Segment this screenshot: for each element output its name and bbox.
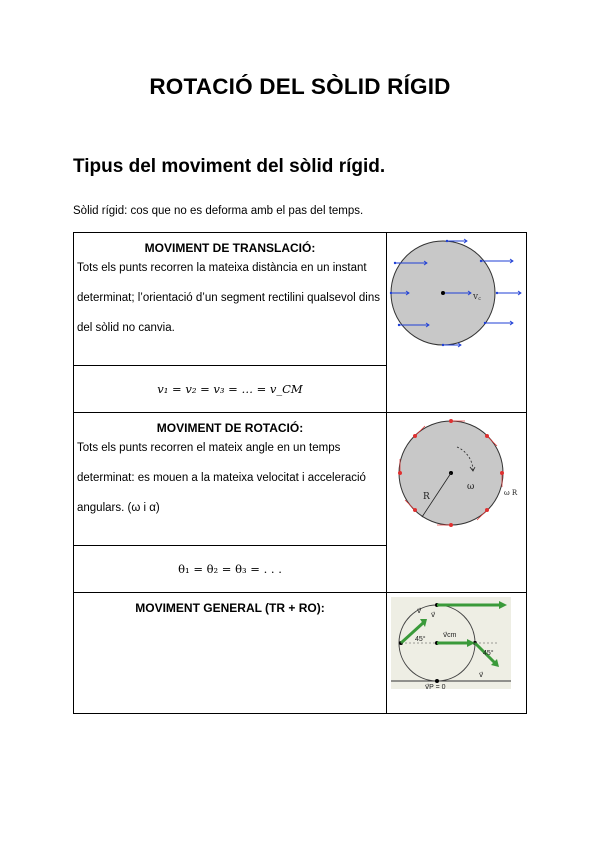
velocity-label-right: v⃗ (479, 672, 484, 679)
translation-formula-cell (74, 366, 387, 413)
contact-point-label: v⃗P = 0 (425, 684, 446, 691)
rotation-heading: MOVIMENT DE ROTACIÓ: (156, 421, 304, 435)
rotation-disk-figure (387, 413, 526, 591)
rotation-formula-cell (74, 546, 387, 593)
general-heading: MOVIMENT GENERAL (TR + RO): (135, 601, 325, 615)
rotation-formula: θ₁ = θ₂ = θ₃ = . . . (178, 562, 282, 576)
velocity-label-left: v⃗ (417, 608, 422, 615)
translation-formula: v₁ = v₂ = v₃ = … = v_CM (157, 382, 303, 396)
section-heading: Tipus del moviment del sòlid rígid. (73, 156, 386, 177)
rotation-figure-cell (387, 413, 527, 593)
rotation-text: Tots els punts recorren el mateix angle en un temps determinat: es mouen a la mateixa velocitat i acceleració angulars. (ω i α) (77, 442, 366, 514)
general-figure-cell (387, 593, 527, 714)
angle-label-right: 45° (483, 650, 494, 657)
velocity-label-top: v⃗ (431, 612, 436, 619)
cm-velocity-label: v꜀ (473, 292, 482, 302)
velocity-label-cm: v⃗cm (443, 632, 457, 639)
intro-text: Sòlid rígid: cos que no es deforma amb el pas del temps. (73, 205, 364, 217)
translation-description-cell (74, 233, 387, 366)
rolling-wheel-figure (387, 593, 526, 713)
tangential-velocity-label: ω R (504, 489, 518, 497)
radius-label: R (423, 492, 430, 502)
page-title: ROTACIÓ DEL SÒLID RÍGID (149, 74, 451, 99)
translation-text: Tots els punts recorren la mateixa distància en un instant determinat; l’orientació d’un segment rectilini qualsevol dins del sòlid no canvia. (77, 262, 380, 334)
translation-heading: MOVIMENT DE TRANSLACIÓ: (144, 241, 316, 255)
translation-figure-cell (387, 233, 527, 413)
motion-types-table (73, 232, 527, 714)
rotation-description-cell (74, 413, 387, 546)
general-description-cell (74, 593, 387, 714)
translation-disk-figure (387, 233, 526, 411)
angle-label-left: 45° (415, 636, 426, 643)
omega-label: ω (467, 482, 475, 492)
